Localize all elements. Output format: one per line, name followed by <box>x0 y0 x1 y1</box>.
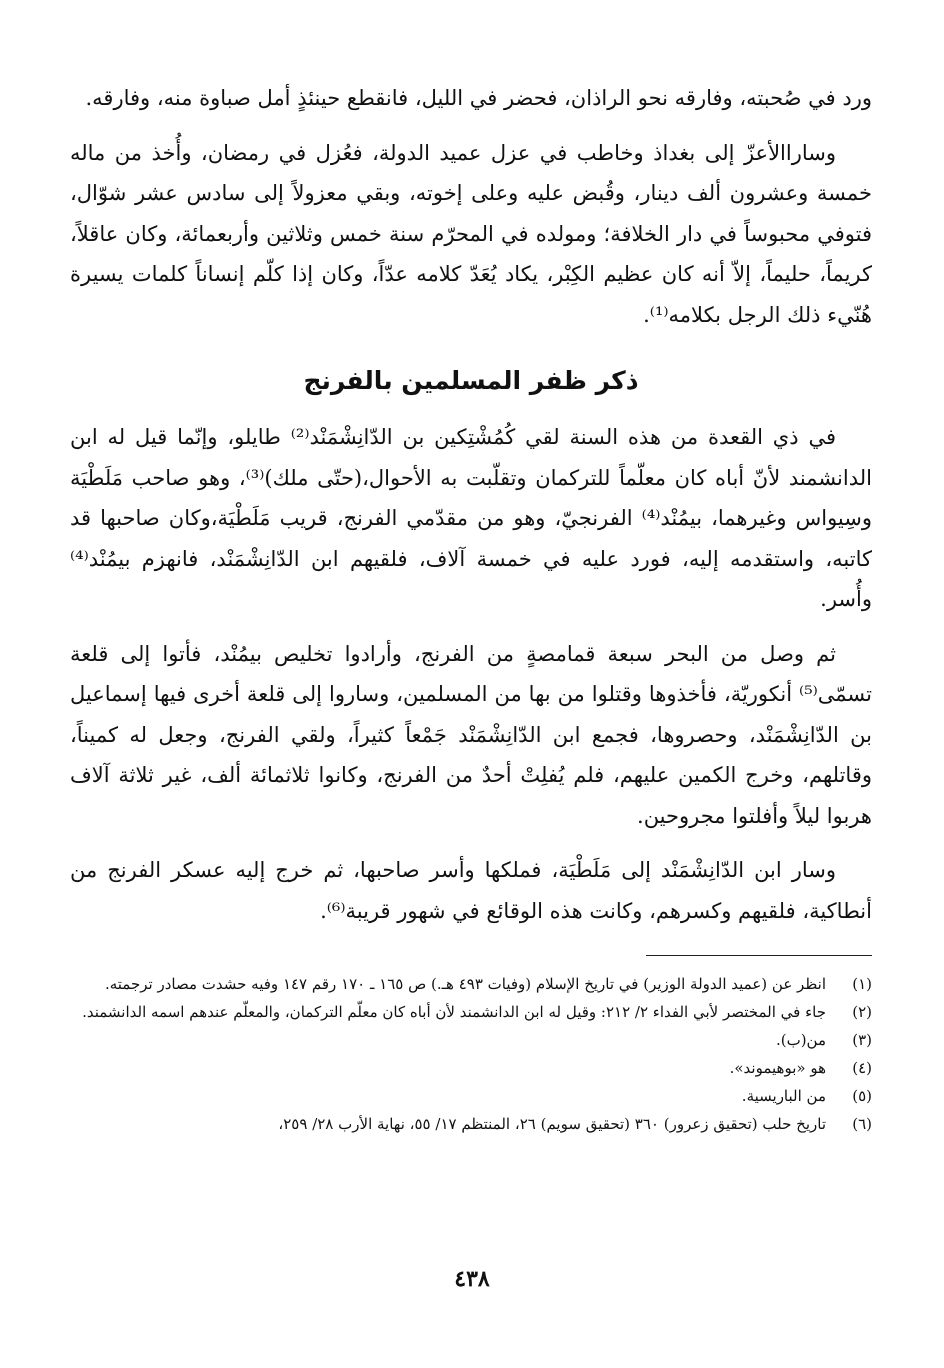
footnote-text: من(ب). <box>775 1031 826 1049</box>
footnote-text: من الباريسية. <box>741 1087 826 1105</box>
footnote-item <box>70 1084 872 1109</box>
paragraph-2: وساراالأعزّ إلى بغداذ وخاطب في عزل عميد الدولة، فعُزل في رمضان، وأُخذ من ماله خمسة وعشرون ألف دينار، وقُبض عليه وعلى إخوته، وبقي معزولاً إلى سادس عشر شوّال، فتوفي محبوساً في دار الخلافة؛ ومولده في المحرّم سنة خمس وثلاثين وأربعمائة، وكان عاقلاً، كريماً، حليماً، إلاّ أنه كان عظيم الكِبْر، يكاد يُعَدّ كلامه عدّاً، وكان إذا كلّم إنساناً كلمات يسيرة هُنّيء ذلك الرجل بكلامه⁽¹⁾. <box>70 140 873 327</box>
footnote-text: تاريخ حلب (تحقيق زعرور) ٣٦٠ (تحقيق سويم) ٢٦، المنتظم ١٧/ ٥٥، نهاية الأرب ٢٨/ ٢٥٩، <box>278 1115 826 1133</box>
footnote-item <box>70 972 872 997</box>
footnote-number: (٢) <box>852 1003 872 1021</box>
footnote-item <box>70 1000 872 1025</box>
footnote-item <box>70 1028 872 1053</box>
footnote-number: (٤) <box>852 1059 872 1077</box>
footnote-divider-wrap <box>70 931 872 972</box>
footnote-item <box>70 1112 872 1137</box>
page-number: ٤٣٨ <box>454 1266 490 1292</box>
footnote-text: جاء في المختصر لأبي الفداء ٢/ ٢١٢: وقيل له ابن الدانشمند لأن أباه كان معلّم التركمان، والمعلّم عندهم اسمه الدانشمند. <box>82 1003 826 1021</box>
footnote-text: هو «بوهيموند». <box>729 1059 826 1077</box>
footnote-divider <box>646 955 872 956</box>
section-heading: ذكر ظفر المسلمين بالفرنج <box>303 366 639 395</box>
page-content <box>70 78 872 1368</box>
footnote-number: (٥) <box>852 1087 872 1105</box>
footnote-number: (٦) <box>852 1115 872 1133</box>
footnote-number: (٣) <box>852 1031 872 1049</box>
footnote-item <box>70 1056 872 1081</box>
paragraph-4: ثم وصل من البحر سبعة قمامصةٍ من الفرنج، وأرادوا تخليص بيمُنْد، فأتوا إلى قلعة تسمّى⁽⁵⁾ أنكوريّة، فأخذوها وقتلوا من بها من المسلمين، وساروا إلى قلعة أخرى فيها إسماعيل بن الدّانِشْمَنْد، وحصروها، فجمع ابن الدّانِشْمَنْد جَمْعاً كثيراً، ولقي الفرنج، وجعل له كميناً، وقاتلهم، وخرج الكمين عليهم، فلم يُفلِتْ أحدٌ من الفرنج، وكانوا ثلاثمائة ألف، غير ثلاثة آلاف هربوا ليلاً وأفلتوا مجروحين. <box>70 641 872 828</box>
footnote-number: (١) <box>852 975 872 993</box>
paragraph-3: في ذي القعدة من هذه السنة لقي كُمُشْتِكين بن الدّانِشْمَنْد⁽²⁾ طايلو، وإنّما قيل له ابن الدانشمند لأنّ أباه كان معلّماً للتركمان وتقلّبت به الأحوال،(حتّى ملك)⁽³⁾، وهو صاحب مَلَطْيَة وسِيواس وغيرهما، بيمُنْد⁽⁴⁾ الفرنجيّ، وهو من مقدّمي الفرنج، قريب مَلَطْيَة،وكان صاحبها قد كاتبه، واستقدمه إليه، فورد عليه في خمسة آلاف، فلقيهم ابن الدّانِشْمَنْد، فانهزم بيمُنْد⁽⁴⁾ وأُسر. <box>70 425 872 611</box>
footnotes <box>70 972 872 1137</box>
paragraph-5: وسار ابن الدّانِشْمَنْد إلى مَلَطْيَة، فملكها وأسر صاحبها، ثم خرج إليه عسكر الفرنج من أنطاكية، فلقيهم وكسرهم، وكانت هذه الوقائع في شهور قريبة⁽⁶⁾. <box>70 858 872 923</box>
footnote-text: انظر عن (عميد الدولة الوزير) في تاريخ الإسلام (وفيات ٤٩٣ هـ.) ص ١٦٥ ـ ١٧٠ رقم ١٤٧ وفيه حشدت مصادر ترجمته. <box>104 975 826 993</box>
paragraph-1: ورد في صُحبته، وفارقه نحو الراذان، فحضر في الليل، فانقطع حينئذٍ أمل صباوة منه، وفارقه. <box>85 86 872 110</box>
